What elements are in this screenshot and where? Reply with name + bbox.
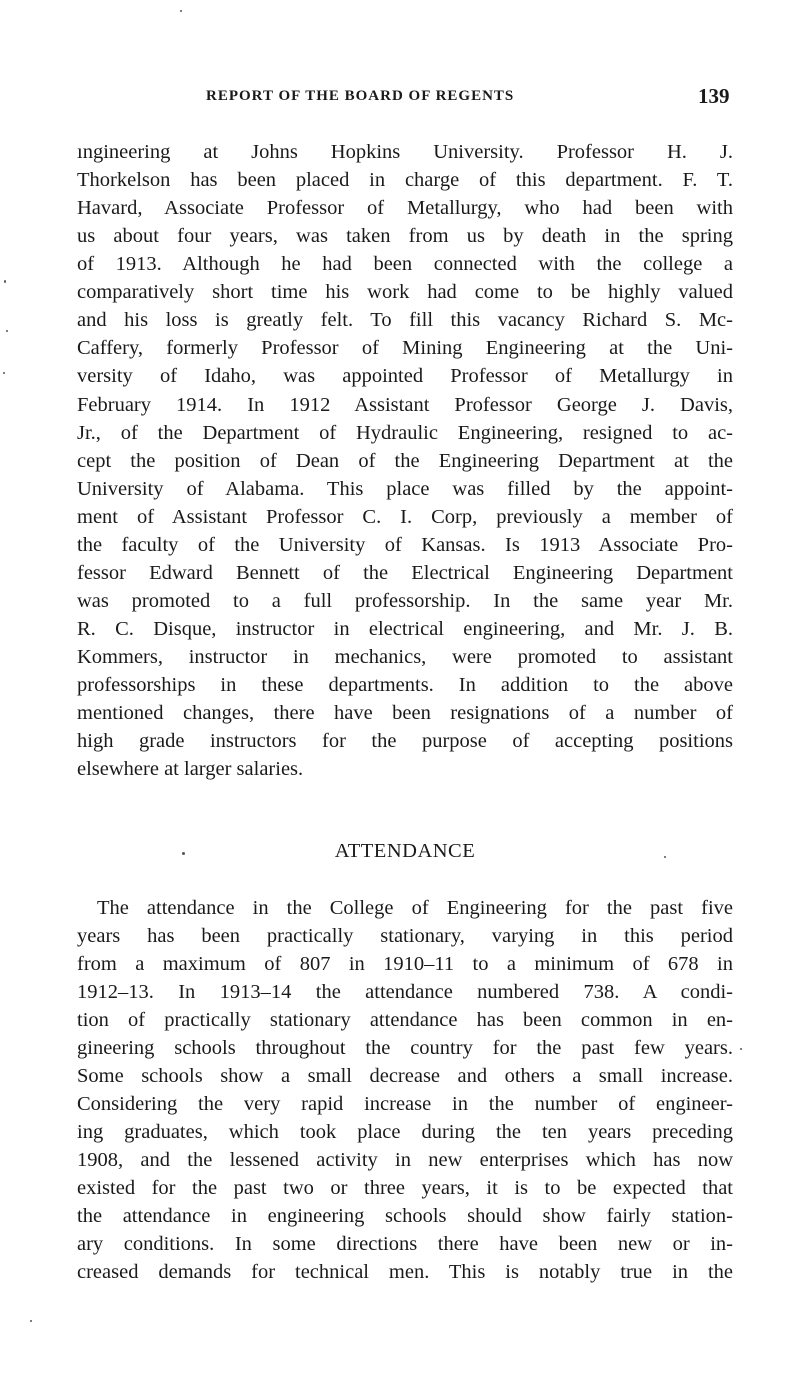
scan-speck [182,852,185,855]
text-line: R. C. Disque, instructor in electrical engineering, and Mr. J. B. [77,618,733,640]
text-line: existed for the past two or three years, it is to be expected that [77,1177,733,1199]
text-line: ment of Assistant Professor C. I. Corp, previously a member of [77,506,733,528]
text-line: was promoted to a full professorship. In the same year Mr. [77,590,733,612]
text-line: us about four years, was taken from us by death in the spring [77,225,733,247]
running-head [206,84,736,114]
text-line: versity of Idaho, was appointed Professor of Metallurgy in [77,365,733,387]
scan-speck [664,856,666,858]
text-line: 1912–13. In 1913–14 the attendance numbered 738. A condi- [77,981,733,1003]
scan-speck [4,280,6,283]
text-line: the attendance in engineering schools should show fairly station- [77,1205,733,1227]
text-line: cept the position of Dean of the Engineering Department at the [77,450,733,472]
text-line: creased demands for technical men. This is notably true in the [77,1261,733,1283]
text-line: Considering the very rapid increase in the number of engineer- [77,1093,733,1115]
text-line: gineering schools throughout the country for the past few years. [77,1037,733,1059]
text-line: elsewhere at larger salaries. [77,758,304,780]
text-line: mentioned changes, there have been resignations of a number of [77,702,733,724]
text-line: ing graduates, which took place during the ten years preceding [77,1121,733,1143]
text-line: the faculty of the University of Kansas. Is 1913 Associate Pro- [77,534,733,556]
scan-speck [6,330,8,332]
text-line: comparatively short time his work had come to be highly valued [77,281,733,303]
scan-speck [180,10,182,12]
scan-speck [740,1048,742,1050]
text-line: years has been practically stationary, varying in this period [77,925,733,947]
text-line: from a maximum of 807 in 1910–11 to a minimum of 678 in [77,953,733,975]
page-number: 139 [698,84,730,108]
text-line: professorships in these departments. In addition to the above [77,674,733,696]
text-line: of 1913. Although he had been connected with the college a [77,253,733,275]
text-line: Kommers, instructor in mechanics, were promoted to assistant [77,646,733,668]
scan-speck [30,1320,32,1322]
section-heading: ATTENDANCE [334,840,476,862]
text-line: Some schools show a small decrease and others a small increase. [77,1065,733,1087]
text-line: tion of practically stationary attendance has been common in en- [77,1009,733,1031]
scan-speck [3,372,5,374]
text-line: Havard, Associate Professor of Metallurgy, who had been with [77,197,733,219]
text-line: The attendance in the College of Engineering for the past five [97,897,733,919]
text-line: ıngineering at Johns Hopkins University. Professor H. J. [77,141,733,163]
text-line: Thorkelson has been placed in charge of this department. F. T. [77,169,733,191]
text-line: fessor Edward Bennett of the Electrical Engineering Department [77,562,733,584]
text-line: February 1914. In 1912 Assistant Professor George J. Davis, [77,394,733,416]
text-line: high grade instructors for the purpose of accepting positions [77,730,733,752]
text-line: University of Alabama. This place was filled by the appoint- [77,478,733,500]
text-line: Caffery, formerly Professor of Mining Engineering at the Uni- [77,337,733,359]
text-line: and his loss is greatly felt. To fill this vacancy Richard S. Mc- [77,309,733,331]
text-line: ary conditions. In some directions there have been new or in- [77,1233,733,1255]
text-line: Jr., of the Department of Hydraulic Engineering, resigned to ac- [77,422,733,444]
running-title: REPORT OF THE BOARD OF REGENTS [206,88,515,104]
text-line: 1908, and the lessened activity in new enterprises which has now [77,1149,733,1171]
